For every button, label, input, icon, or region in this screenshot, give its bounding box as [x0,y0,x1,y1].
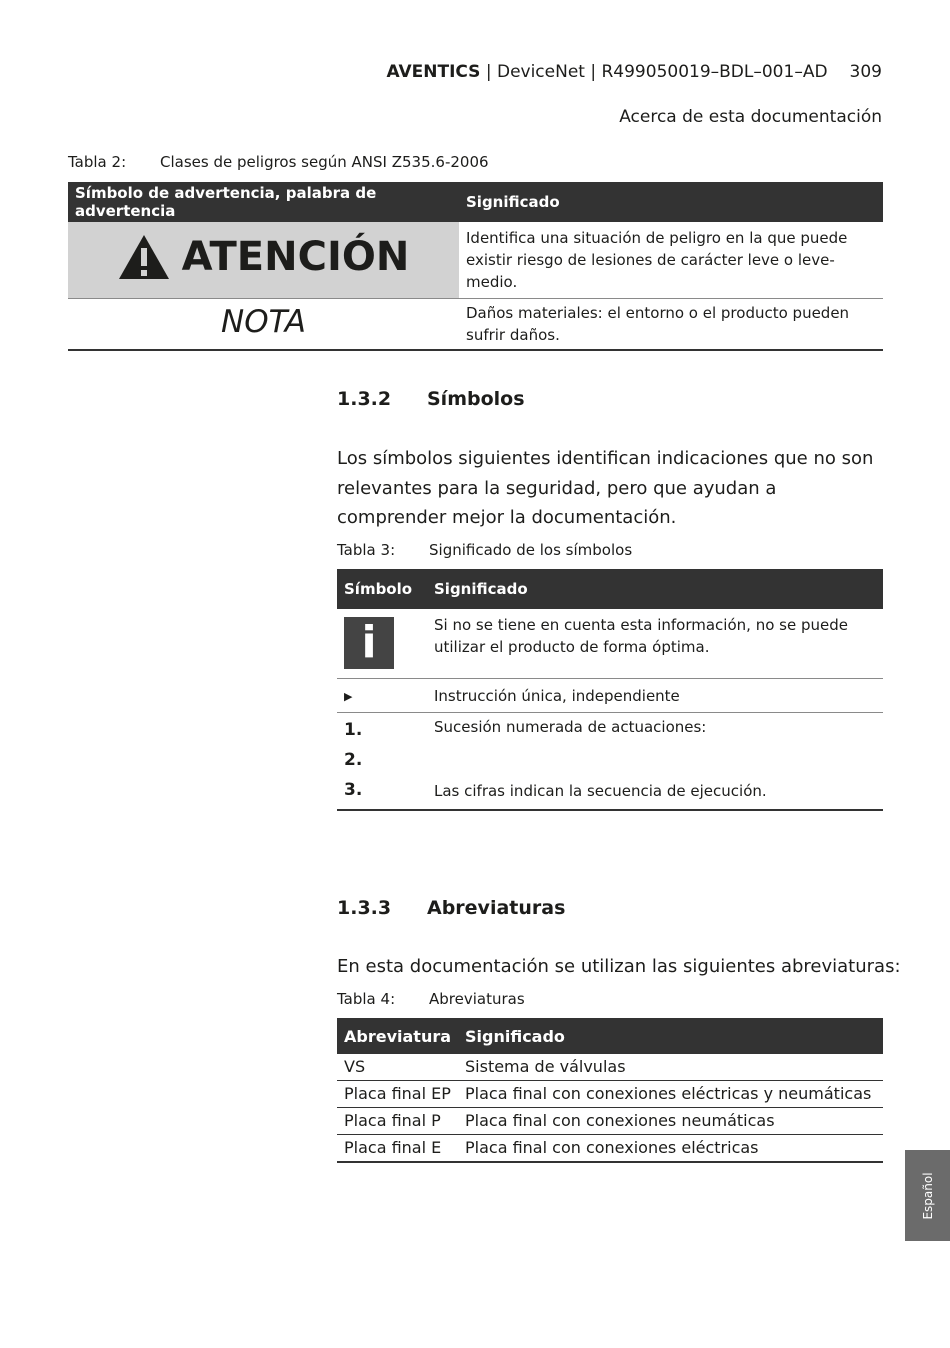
table-row [337,1135,883,1163]
meaning-cell [427,713,883,811]
brand-name: AVENTICS [386,62,481,82]
section-heading-abbreviations [337,897,565,919]
abbreviations-table [337,1018,883,1163]
section-title: Abreviaturas [427,897,566,919]
table3-caption [337,541,632,559]
column-header-meaning: Significado [459,182,883,222]
section-number: 1.3.2 [337,388,392,410]
signal-word-nota: NOTA [221,303,306,340]
symbol-cell [337,679,427,713]
table-header-row [337,1018,883,1054]
section-title: Símbolos [427,388,525,410]
table-header-row [68,182,883,222]
hazard-classes-table [68,182,883,351]
running-header [386,62,882,82]
abbreviation-cell: VS [337,1054,458,1081]
document-id: | DeviceNet | R499050019–BDL–001–AD [480,62,828,82]
meaning-text: Sucesión numerada de actuaciones: [434,718,707,736]
abbreviation-cell: Placa final E [337,1135,458,1163]
arrow-right-icon: ▶ [344,689,353,703]
meaning-cell: Placa final con conexiones eléctricas y neumáticas [458,1081,883,1108]
table3-caption-text: Significado de los símbolos [429,541,633,559]
table2-caption [68,153,489,171]
step-number: 3. [344,780,363,800]
table-row [68,222,883,299]
table4-caption-label: Tabla 4: [337,990,396,1008]
column-header-meaning: Significado [458,1018,883,1054]
language-tab-label: Español [920,1171,935,1220]
signal-word-cell [68,299,459,351]
signal-word-text: ATENCIÓN [181,234,410,280]
table-row [337,1081,883,1108]
abbreviation-cell: Placa final EP [337,1081,458,1108]
meaning-cell: Instrucción única, independiente [427,679,883,713]
table-row [337,609,883,679]
section-header: Acerca de esta documentación [619,107,882,127]
meaning-cell: Placa final con conexiones eléctricas [458,1135,883,1163]
step-number: 1. [344,720,363,740]
table-row [337,1108,883,1135]
meaning-cell: Daños materiales: el entorno o el producto pueden sufrir daños. [459,299,883,351]
column-header-symbol: Símbolo de advertencia, palabra de advertencia [68,182,459,222]
symbols-table [337,569,883,811]
table2-caption-label: Tabla 2: [68,153,127,171]
table-row [337,713,883,811]
signal-word-atencion [118,234,410,280]
table-row [68,299,883,351]
symbol-cell [337,713,427,811]
table-row [337,679,883,713]
column-header-meaning: Significado [427,569,883,609]
meaning-cell: Placa final con conexiones neumáticas [458,1108,883,1135]
section-heading-symbols [337,388,525,410]
step-number: 2. [344,750,363,770]
symbol-cell [337,609,427,679]
table4-caption [337,990,525,1008]
table2-caption-text: Clases de peligros según ANSI Z535.6-2006 [160,153,489,171]
table3-caption-label: Tabla 3: [337,541,396,559]
section-number: 1.3.3 [337,897,392,919]
meaning-cell: Si no se tiene en cuenta esta información, no se puede utilizar el producto de forma óptima. [427,609,883,679]
column-header-abbreviation: Abreviatura [337,1018,458,1054]
meaning-cell: Identifica una situación de peligro en la que puede existir riesgo de lesiones de carácter leve o leve-medio. [459,222,883,299]
table-header-row [337,569,883,609]
abbreviations-intro-paragraph: En esta documentación se utilizan las siguientes abreviaturas: [337,956,901,977]
numbered-steps [344,713,420,805]
symbols-intro-paragraph: Los símbolos siguientes identifican indicaciones que no son relevantes para la seguridad, pero que ayudan a comprender mejor la documentación. [337,448,874,528]
meaning-cell: Sistema de válvulas [458,1054,883,1081]
language-tab [905,1150,950,1241]
signal-word-cell [68,222,459,299]
meaning-note: Las cifras indican la secuencia de ejecución. [434,782,767,800]
abbreviation-cell: Placa final P [337,1108,458,1135]
table4-caption-text: Abreviaturas [429,990,525,1008]
table-row [337,1054,883,1081]
warning-triangle-icon [118,234,170,280]
info-icon: i [344,617,394,669]
column-header-symbol: Símbolo [337,569,427,609]
page-number: 309 [849,62,882,82]
